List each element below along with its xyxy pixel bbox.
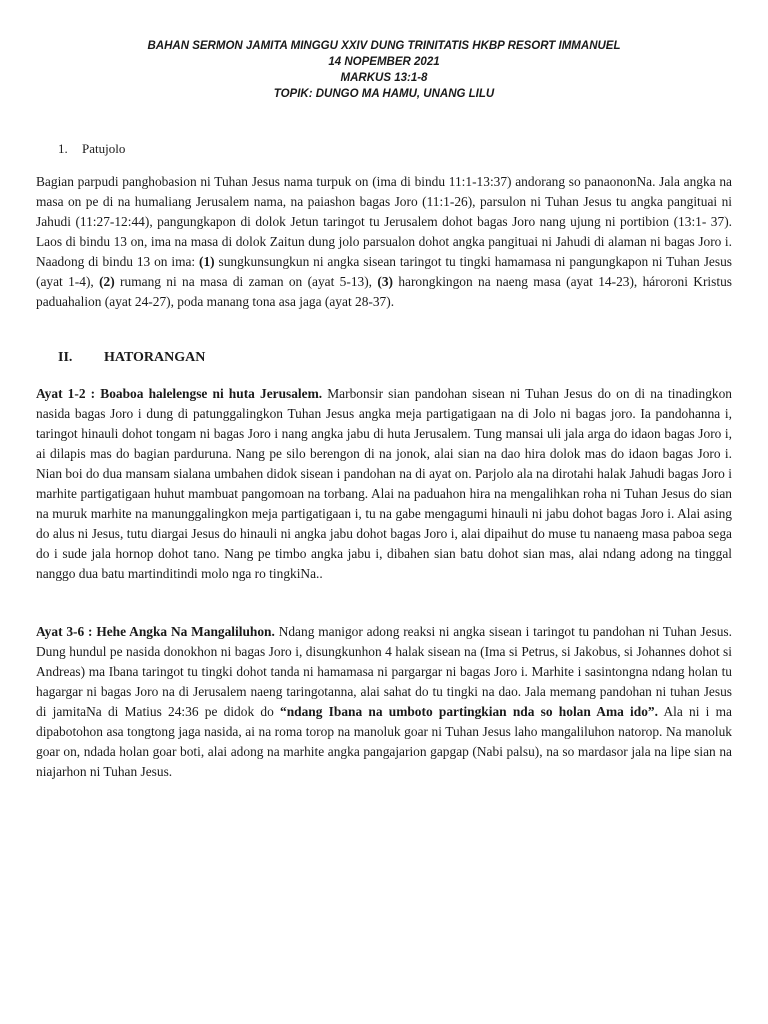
header-scripture: MARKUS 13:1-8: [340, 72, 428, 84]
ayat-3-6-heading: Ayat 3-6 : Hehe Angka Na Mangaliluhon.: [36, 624, 275, 639]
document-header: [0, 38, 768, 102]
ayat-1-2-heading: Ayat 1-2 : Boaboa halelengse ni huta Jerusalem.: [36, 386, 323, 401]
ayat-3-6-body-a: Ndang manigor adong reaksi ni angka sisean i taringot tu pandohan ni Tuhan Jesus. Dung hundul pe nasida donokhon ni bagas Joro i, disungkunhon 4 halak sisean na (Ima si Petrus, si Jakobus, si Johannes dohot si Andreas) ma Ibana taringot tu tingki dohot tanda ni hamamasa ni pargargar ni bagas Joro i. Marhite i sasintongna ndang holan tu hagargar ni bagas Joro na di Jerusalem naeng taringotanna, alai sahat do tu tingki na dao. Jala memang pandohan ni tuhan Jesus di jamitaNa di Matius 24:36 pe didok do: [36, 624, 732, 719]
ayat-1-2-body: Marbonsir sian pandohan sisean ni Tuhan Jesus do on di na tinadingkon nasida bagas Joro i dung di patunggalingkon Tuhan Jesus angka meja partigatigaan na di Jolo ni bagas joro. Ia pandohanna i, taringot hinauli dohot tongam ni bagas Joro i nang angka jabu di huta Jerusalem. Tung mansai uli jala arga do idaon bagas Joro i, ai dilapis mas do bagian parduruna. Nang pe silo berengon di na jonok, alai sian na dao hira dolok mas do idaon bagas Joro i. Nian boi do dua mansam sialana umbahen didok sisean i pandohan na di ayat on. Parjolo ala na dirotahi halak Jahudi bagas Joro i marhite partigatigaan huhut mambuat pangomoan na torbang. Alai na paduahon hira na mengalihkan roha ni Tuhan Jesus do sian na muruk marhite na manunggalingkon meja partigatigaan i, tu na gabe mengagumi hinauli ni jabu dohot bagas Joro i. Alai asing do alus ni Jesus, tutu diargai Jesus do hinauli ni angka jabu dohot bagas Joro i, alai dipaihut do muse tu nanaeng masa paboa sega do i sude jala hornop dohot tano. Nang pe timbo angka jabu i, dibahen sian batu dohot sian mas, alai ndang adong na tinggal nanggo dua batu martinditindi molo nga ro tingkiNa..: [36, 386, 732, 581]
intro-text-c: rumang ni na masa di zaman on (ayat 5-13),: [114, 274, 378, 289]
ayat-3-6-paragraph: [36, 622, 732, 782]
marker-1: (1): [199, 254, 215, 269]
section-1-heading: [58, 140, 125, 158]
marker-3: (3): [377, 274, 393, 289]
section-2-number: II.: [58, 350, 73, 365]
header-title: BAHAN SERMON JAMITA MINGGU XXIV DUNG TRINITATIS HKBP RESORT IMMANUEL: [147, 40, 621, 52]
section-2-title: HATORANGAN: [104, 350, 206, 365]
section-1-number: 1.: [58, 141, 68, 156]
header-topic: TOPIK: DUNGO MA HAMU, UNANG LILU: [273, 88, 495, 100]
ayat-1-2-paragraph: [36, 384, 732, 584]
header-date: 14 NOPEMBER 2021: [328, 56, 440, 68]
marker-2: (2): [99, 274, 115, 289]
intro-text-d: harongkingon na naeng masa (ayat 14-23), hároroni Kristus paduahalion (ayat 24-27), poda manang tona asa jaga (ayat 28-37).: [36, 274, 732, 309]
intro-text-a: Bagian parpudi panghobasion ni Tuhan Jesus nama turpuk on (ima di bindu 11:1-13:37) andorang so panaononNa. Jala angka na masa on pe di na humaliang Jerusalem nama, na paiashon bagas Joro (11:1-26), parsulon ni Tuhan Jesus tu angka pangituai ni Jahudi (11:27-12:44), pangungkapon di dolok Jetun taringot tu Jerusalem dohot bagas Joro nang ujung ni portibion (13:1- 37). Laos di bindu 13 on, ima na masa di dolok Zaitun dung jolo parsualon dohot angka pangituai ni Jahudi di alaman ni bagas Joro i. Naadong di bindu 13 on ima:: [36, 174, 732, 269]
section-1-title: Patujolo: [82, 141, 126, 156]
ayat-3-6-quote: “ndang Ibana na umboto partingkian nda so holan Ama ido”.: [280, 704, 658, 719]
ayat-3-6-body-b: Ala ni i ma dipabotohon asa tongtong jaga nasida, ai na roma torop na manoluk goar ni Tuhan Jesus laho mangaliluhon natorop. Na manoluk goar on, ndada holan goar boti, alai adong na marhite angka pangajarion gapgap (Nabi palsu), na so mardasor jala na lipe sian na niajarhon ni Tuhan Jesus.: [36, 704, 732, 779]
intro-paragraph: [36, 172, 732, 312]
section-2-heading: [58, 348, 205, 368]
intro-text-b: sungkunsungkun ni angka sisean taringot tu tingki hamamasa ni pangungkapon ni Tuhan Jesus (ayat 1-4),: [36, 254, 732, 289]
